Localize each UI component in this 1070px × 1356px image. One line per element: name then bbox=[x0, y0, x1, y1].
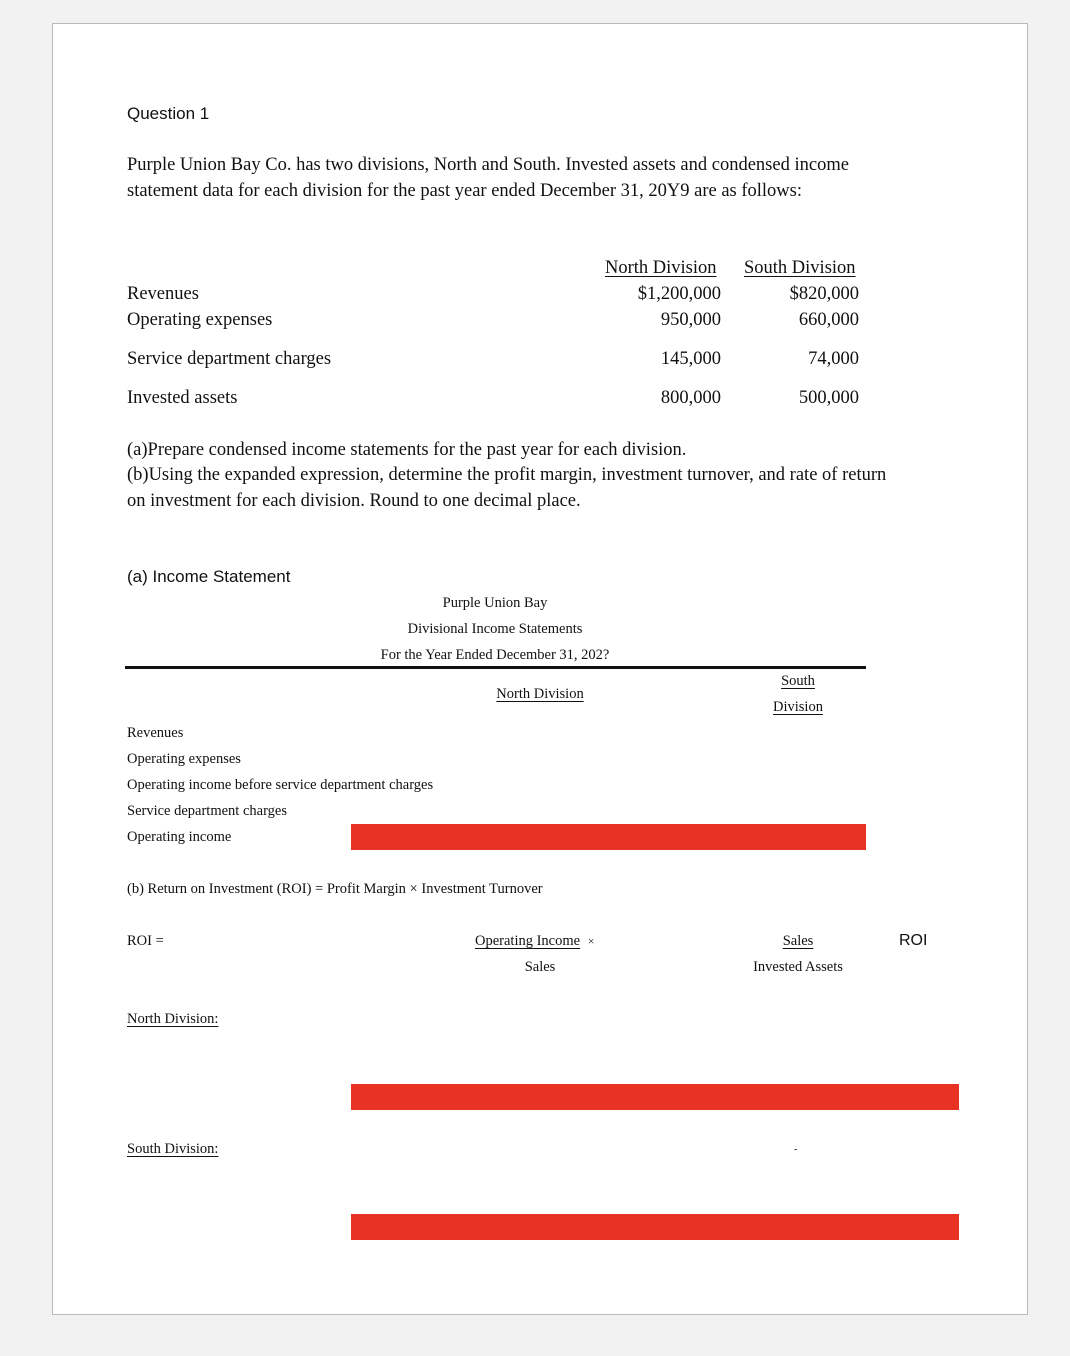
instruction-a: (a)Prepare condensed income statements for the past year for each division. bbox=[127, 440, 687, 460]
times-sign: × bbox=[587, 934, 595, 948]
data-col-south: South Division bbox=[744, 258, 856, 278]
document-page bbox=[52, 23, 1028, 1315]
statement-row-label: Operating expenses bbox=[127, 751, 241, 767]
roi-column-header: ROI bbox=[899, 932, 928, 949]
statement-row-label: Operating income before service department charges bbox=[127, 777, 434, 793]
question-title: Question 1 bbox=[127, 104, 210, 123]
stray-dash: - bbox=[794, 1144, 798, 1155]
sales-numerator: Sales bbox=[782, 933, 814, 949]
data-row-north: 145,000 bbox=[660, 349, 721, 369]
profit-margin-fraction bbox=[475, 933, 595, 950]
statement-row-label: Revenues bbox=[127, 725, 184, 741]
north-division-label: North Division: bbox=[127, 1011, 219, 1027]
data-row-label: Operating expenses bbox=[127, 310, 273, 330]
intro-line-1: Purple Union Bay Co. has two divisions, North and South. Invested assets and condensed income bbox=[127, 155, 849, 175]
roi-equals-label: ROI = bbox=[127, 933, 164, 949]
data-row-label: Revenues bbox=[127, 284, 199, 304]
data-row-north: 950,000 bbox=[660, 310, 721, 330]
statement-period: For the Year Ended December 31, 202? bbox=[380, 647, 610, 663]
redaction-bar-operating-income bbox=[351, 824, 866, 850]
intro-line-2: statement data for each division for the past year ended December 31, 20Y9 are as follows: bbox=[127, 181, 803, 201]
data-row-south: 500,000 bbox=[798, 388, 859, 408]
statement-name: Divisional Income Statements bbox=[407, 621, 583, 637]
statement-row-label: Operating income bbox=[127, 829, 232, 845]
data-row-north: $1,200,000 bbox=[637, 284, 721, 304]
south-division-label: South Division: bbox=[127, 1141, 219, 1157]
data-col-north: North Division bbox=[605, 258, 717, 278]
roi-formula: (b) Return on Investment (ROI) = Profit Margin × Investment Turnover bbox=[127, 881, 543, 897]
data-row-north: 800,000 bbox=[660, 388, 721, 408]
data-row-south: 74,000 bbox=[808, 349, 859, 369]
operating-income-numerator: Operating Income bbox=[475, 933, 581, 949]
data-row-south: $820,000 bbox=[789, 284, 859, 304]
statement-row-label: Service department charges bbox=[127, 803, 287, 819]
statement-col-south-line-1: South bbox=[781, 673, 815, 689]
statement-col-north: North Division bbox=[496, 686, 584, 702]
statement-company: Purple Union Bay bbox=[442, 595, 548, 611]
statement-col-south-line-2: Division bbox=[773, 699, 823, 715]
instruction-b-line-1: (b)Using the expanded expression, determine the profit margin, investment turnover, and rate of return bbox=[127, 465, 887, 485]
income-statement-title: (a) Income Statement bbox=[127, 567, 291, 586]
redaction-bar-south bbox=[351, 1214, 959, 1240]
statement-header-rule bbox=[125, 666, 866, 669]
instruction-b-line-2: on investment for each division. Round to one decimal place. bbox=[127, 491, 581, 511]
redaction-bar-north bbox=[351, 1084, 959, 1110]
sales-denominator: Sales bbox=[524, 959, 556, 975]
data-row-label: Service department charges bbox=[127, 349, 332, 369]
data-row-label: Invested assets bbox=[127, 388, 238, 408]
data-row-south: 660,000 bbox=[798, 310, 859, 330]
invested-assets-denominator: Invested Assets bbox=[753, 959, 843, 975]
